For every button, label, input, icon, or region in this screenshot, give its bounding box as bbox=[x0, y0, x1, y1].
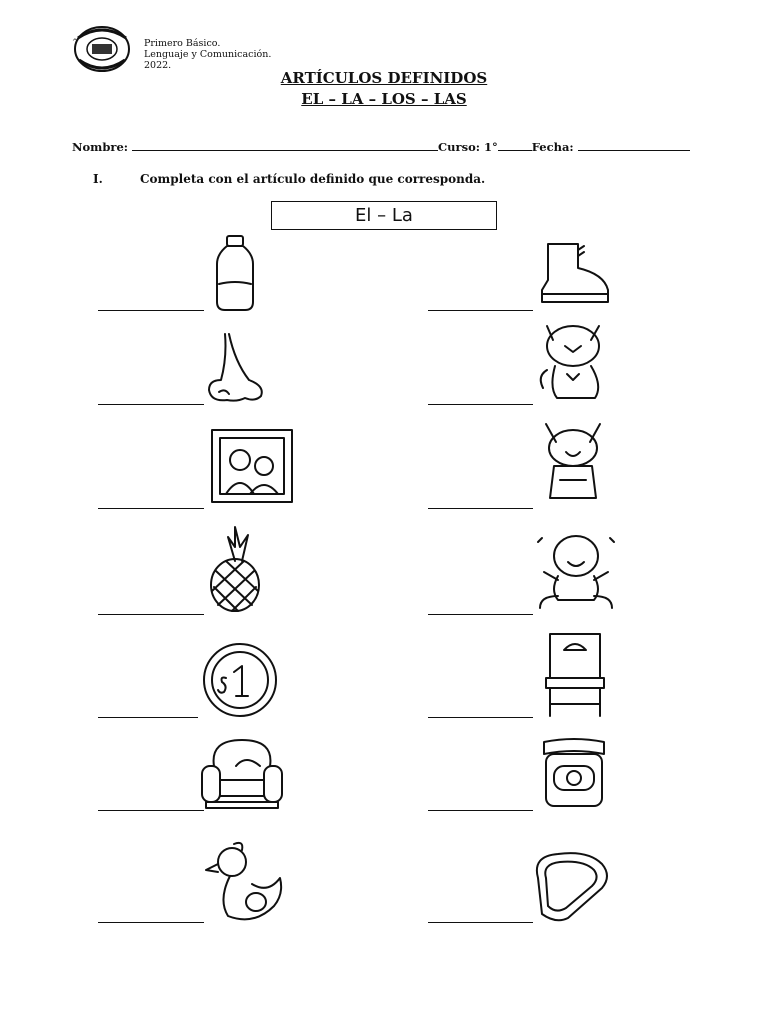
page-title: ARTÍCULOS DEFINIDOS bbox=[280, 69, 488, 87]
armchair-icon bbox=[200, 736, 284, 810]
bread-slice-icon bbox=[530, 848, 614, 922]
curso-field[interactable] bbox=[498, 141, 532, 151]
curso-label: Curso: 1° bbox=[438, 140, 498, 154]
fecha-label: Fecha: bbox=[531, 140, 574, 154]
school-info bbox=[144, 38, 271, 71]
pineapple-icon bbox=[206, 525, 264, 613]
article-box: El – La bbox=[271, 201, 497, 230]
nombre-label: Nombre: bbox=[72, 140, 129, 154]
coin-icon bbox=[200, 640, 280, 720]
boot-icon bbox=[542, 244, 608, 302]
answer-blank-pineapple[interactable] bbox=[98, 614, 204, 615]
answer-blank-bread[interactable] bbox=[428, 922, 533, 923]
duck-icon bbox=[204, 840, 284, 924]
grade-text: Primero Básico. bbox=[144, 38, 221, 49]
baby-icon bbox=[530, 530, 622, 612]
student-fields bbox=[72, 140, 690, 154]
nombre-field[interactable] bbox=[132, 141, 438, 151]
page-subtitle: EL – LA – LOS – LAS bbox=[301, 90, 467, 108]
chair-icon bbox=[542, 630, 608, 718]
answer-blank-bottle[interactable] bbox=[98, 310, 204, 311]
answer-blank-coin[interactable] bbox=[98, 717, 198, 718]
answer-blank-armchair[interactable] bbox=[98, 810, 204, 811]
answer-blank-baby[interactable] bbox=[428, 614, 533, 615]
answer-blank-boot[interactable] bbox=[428, 310, 533, 311]
instruction-number: I. bbox=[93, 172, 103, 186]
answer-blank-duck[interactable] bbox=[98, 922, 204, 923]
answer-blank-jam[interactable] bbox=[428, 810, 533, 811]
fecha-field[interactable] bbox=[578, 141, 690, 151]
answer-blank-cat[interactable] bbox=[428, 404, 533, 405]
bottle-icon bbox=[205, 234, 265, 314]
year-text: 2022. bbox=[144, 60, 172, 71]
school-logo bbox=[70, 24, 134, 74]
framed-picture-icon bbox=[210, 428, 294, 504]
cat-icon bbox=[533, 318, 615, 402]
jam-jar-icon bbox=[540, 738, 608, 810]
answer-blank-chair[interactable] bbox=[428, 717, 533, 718]
subject-text: Lenguaje y Comunicación. bbox=[144, 49, 272, 60]
svg-text:^: ^ bbox=[72, 38, 78, 46]
answer-blank-fox[interactable] bbox=[428, 508, 533, 509]
fox-icon bbox=[540, 420, 606, 504]
answer-blank-nose[interactable] bbox=[98, 404, 204, 405]
answer-blank-picture[interactable] bbox=[98, 508, 204, 509]
nose-icon bbox=[205, 332, 269, 404]
instruction-text: Completa con el artículo definido que corresponda. bbox=[140, 172, 486, 186]
